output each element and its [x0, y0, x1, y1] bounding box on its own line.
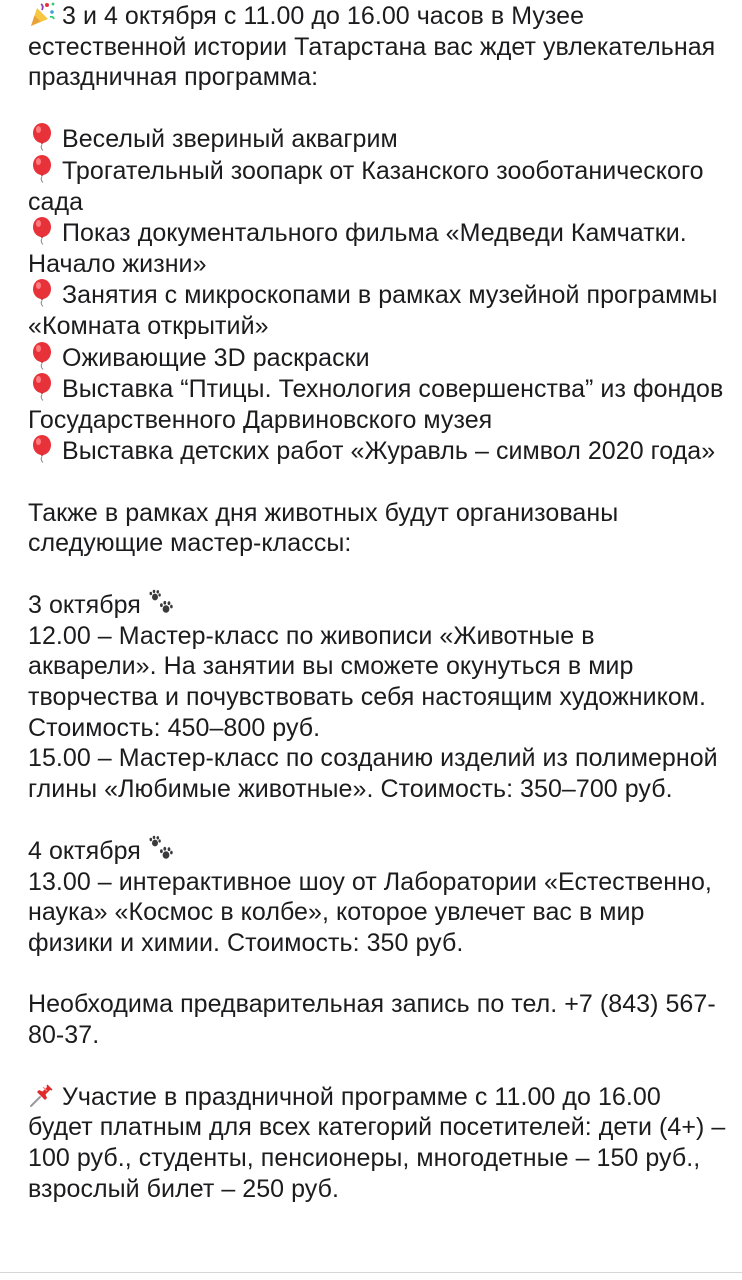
intro-paragraph [28, 0, 728, 93]
pricing-paragraph [28, 1081, 728, 1204]
program-item [28, 435, 728, 467]
balloon-icon [28, 155, 56, 183]
registration-text: Необходима предварительная запись по тел. +7 (843) 567-80-37. [28, 990, 716, 1049]
day1-event: 12.00 – Мастер-класс по живописи «Животные в акварели». На занятии вы сможете окунуться в мир творчества и почувствовать себя настоящим художником. Стоимость: 450–800 руб. [28, 621, 707, 742]
intro-text: 3 и 4 октября с 11.00 до 16.00 часов в Музее естественной истории Татарстана вас ждет увлекательная праздничная программа: [28, 2, 716, 92]
program-item-text: Оживающие 3D раскраски [62, 343, 370, 372]
party-popper-icon [28, 0, 56, 28]
balloon-icon [28, 217, 56, 245]
post-text [28, 0, 728, 1204]
paw-prints-icon [148, 589, 176, 617]
day1-date-text: 3 октября [28, 591, 141, 620]
program-item-text: Выставка детских работ «Журавль – символ 2020 года» [62, 437, 716, 466]
pushpin-icon [28, 1081, 56, 1109]
program-item [28, 217, 728, 279]
program-item [28, 373, 728, 435]
program-item [28, 279, 728, 341]
day2-event: 13.00 – интерактивное шоу от Лаборатории «Естественно, наука» «Космос в колбе», которое увлечет вас в мир физики и химии. Стоимость: 350 руб. [28, 867, 712, 957]
paw-prints-icon [148, 835, 176, 863]
day2-date-text: 4 октября [28, 837, 141, 866]
program-item-text: Занятия с микроскопами в рамках музейной программы «Комната открытий» [28, 281, 718, 340]
balloon-icon [28, 279, 56, 307]
program-item [28, 342, 728, 374]
balloon-icon [28, 435, 56, 463]
bottom-divider [0, 1272, 742, 1273]
day1-date [28, 589, 728, 621]
program-item-text: Трогательный зоопарк от Казанского зооботанического сада [28, 156, 704, 216]
program-item-text: Показ документального фильма «Медведи Камчатки. Начало жизни» [28, 219, 687, 278]
balloon-icon [28, 123, 56, 151]
balloon-icon [28, 373, 56, 401]
program-item [28, 155, 728, 217]
program-item-text: Выставка “Птицы. Технология совершенства” из фондов Государственного Дарвиновского музея [28, 375, 724, 434]
pricing-text: Участие в праздничной программе с 11.00 до 16.00 будет платным для всех категорий посетителей: дети (4+) – 100 руб., студенты, пенсионеры, многодетные – 150 руб., взрослый билет – 250 руб. [28, 1082, 726, 1203]
masterclasses-intro: Также в рамках дня животных будут организованы следующие мастер-классы: [28, 498, 619, 558]
balloon-icon [28, 342, 56, 370]
program-item-text: Веселый звериный аквагрим [62, 125, 398, 154]
program-item [28, 123, 728, 155]
day1-event: 15.00 – Мастер-класс по созданию изделий из полимерной глины «Любимые животные». Стоимость: 350–700 руб. [28, 744, 718, 803]
day2-date [28, 835, 728, 867]
